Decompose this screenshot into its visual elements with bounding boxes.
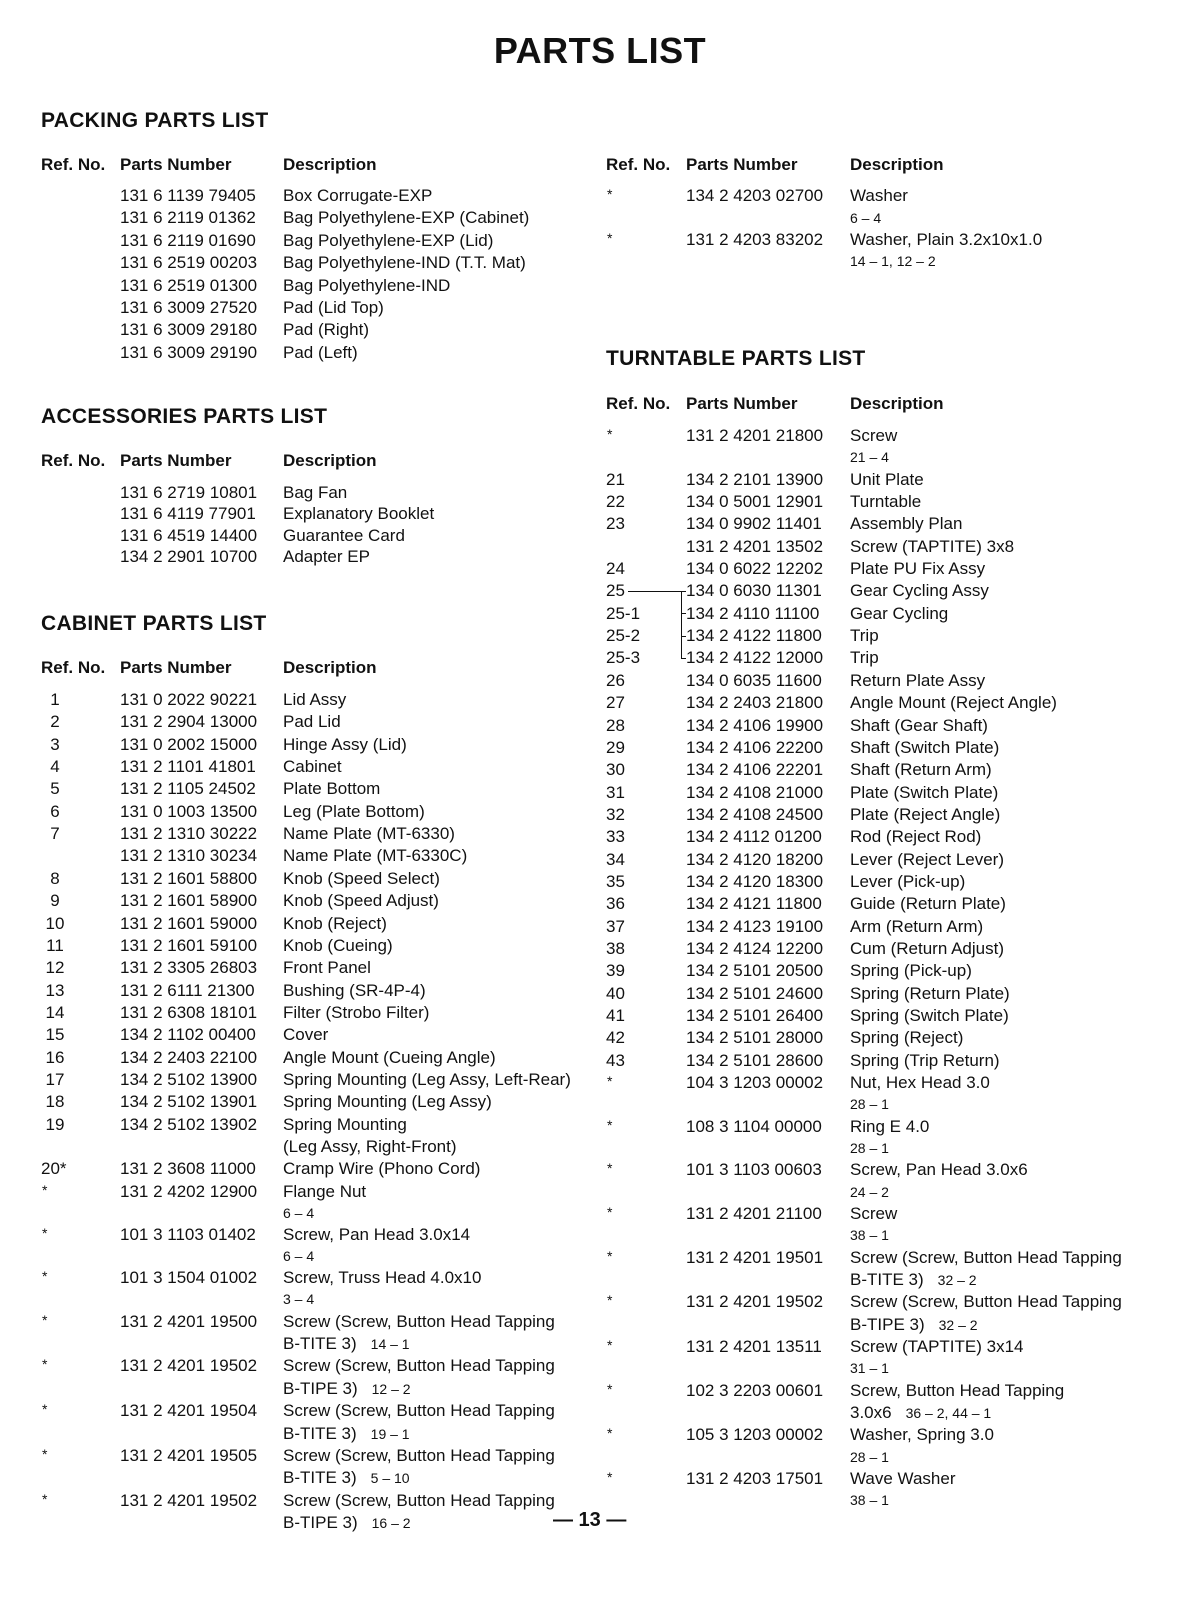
ref-number: * — [607, 1425, 613, 1442]
parts-number: 134 2 4106 19900 — [686, 715, 824, 735]
reference-location: 14 – 1 — [370, 1336, 410, 1353]
parts-number: 134 2 4106 22201 — [686, 760, 824, 780]
part-description: Front Panel — [283, 958, 371, 978]
parts-number: 131 2 4203 83202 — [686, 229, 824, 249]
ref-number: 25-2 — [606, 626, 641, 646]
part-description: Spring Mounting (Leg Assy) — [283, 1092, 492, 1112]
reference-location: 5 – 10 — [370, 1470, 410, 1487]
part-description: Assembly Plan — [850, 514, 963, 534]
parts-number: 134 2 4203 02700 — [686, 186, 824, 205]
parts-number: 131 6 2719 10801 — [120, 483, 258, 502]
ref-number: 35 — [606, 871, 625, 891]
parts-number: 131 2 1601 59100 — [120, 935, 258, 955]
ref-number: 11 — [46, 935, 64, 955]
ref-number: * — [42, 1268, 48, 1285]
ref-number: 13 — [45, 980, 65, 1000]
parts-number: 134 2 5101 24600 — [686, 983, 824, 1003]
ref-number: 14 — [45, 1002, 65, 1022]
parts-number: 134 0 9902 11401 — [686, 514, 822, 534]
part-description: Cover — [283, 1025, 329, 1045]
accessories-section-title: ACCESSORIES PARTS LIST — [41, 405, 328, 428]
part-description-continued: 3.0x6 36 – 2, 44 – 1 — [850, 1403, 992, 1423]
turntable-section-title: TURNTABLE PARTS LIST — [606, 347, 866, 370]
ref-number: 42 — [606, 1028, 625, 1048]
part-description: Washer, Spring 3.0 — [850, 1425, 994, 1445]
ref-number: 30 — [606, 760, 625, 780]
parts-number-header: Parts Number — [686, 394, 798, 413]
parts-number: 134 2 5102 13901 — [120, 1092, 258, 1112]
parts-number: 131 6 3009 29190 — [120, 342, 258, 362]
ref-number: 2 — [50, 712, 60, 732]
parts-number: 131 2 6308 18101 — [120, 1002, 258, 1022]
ref-number: 37 — [606, 916, 625, 936]
part-description: Knob (Speed Adjust) — [283, 891, 439, 911]
parts-number-header: Parts Number — [120, 451, 232, 470]
assembly-tree-branch — [681, 613, 686, 614]
part-description: Screw (Screw, Button Head Tapping — [850, 1247, 1122, 1267]
ref-number: * — [607, 1292, 613, 1309]
parts-number: 131 0 1003 13500 — [120, 801, 258, 821]
part-description: Cum (Return Adjust) — [850, 939, 1004, 958]
parts-number: 131 2 4201 21100 — [686, 1204, 822, 1224]
ref-number: * — [607, 186, 613, 202]
ref-no-header: Ref. No. — [41, 451, 106, 470]
parts-number: 134 2 2901 10700 — [120, 546, 258, 566]
parts-number: 131 2 4201 19502 — [120, 1356, 258, 1376]
ref-number: 24 — [606, 559, 625, 579]
description-header: Description — [850, 394, 944, 413]
ref-number: 34 — [606, 849, 625, 869]
part-description: Spring (Switch Plate) — [850, 1006, 1009, 1026]
part-description: Spring Mounting (Leg Assy, Left-Rear) — [283, 1069, 571, 1089]
ref-number: 12 — [45, 958, 65, 978]
part-description: Screw (Screw, Button Head Tapping — [283, 1311, 555, 1331]
ref-number: 40 — [606, 983, 625, 1003]
ref-number: 8 — [50, 868, 60, 888]
part-description: Hinge Assy (Lid) — [283, 734, 407, 754]
part-description: Spring (Trip Return) — [850, 1050, 1000, 1070]
part-description: Shaft (Switch Plate) — [850, 737, 1000, 757]
parts-number-header: Parts Number — [686, 155, 798, 174]
part-description-continued: B-TITE 3) 5 – 10 — [283, 1468, 410, 1488]
ref-number: * — [607, 229, 613, 246]
part-description: Screw (Screw, Button Head Tapping — [283, 1356, 555, 1376]
part-description: Plate Bottom — [283, 779, 381, 799]
reference-location: 3 – 4 — [283, 1291, 315, 1308]
part-description: Ring E 4.0 — [850, 1116, 930, 1136]
ref-number: 38 — [606, 939, 625, 958]
assembly-tree-connector — [681, 591, 682, 658]
parts-number: 134 2 5101 20500 — [686, 961, 824, 981]
parts-number: 131 2 3608 11000 — [120, 1159, 256, 1179]
part-description: Pad (Left) — [283, 342, 358, 362]
ref-number: 7 — [50, 824, 60, 844]
parts-number: 131 2 1310 30222 — [120, 824, 258, 844]
parts-number: 134 0 5001 12901 — [686, 492, 824, 511]
parts-number: 131 2 4201 19502 — [120, 1490, 258, 1510]
parts-number: 105 3 1203 00002 — [686, 1425, 824, 1445]
reference-location: 19 – 1 — [370, 1425, 410, 1442]
ref-no-header: Ref. No. — [41, 155, 106, 174]
part-description: Screw, Truss Head 4.0x10 — [283, 1268, 482, 1288]
parts-number: 101 3 1504 01002 — [120, 1268, 258, 1288]
ref-number: * — [42, 1181, 48, 1198]
page-number: — 13 — — [553, 1509, 627, 1531]
part-description: Filter (Strobo Filter) — [283, 1002, 430, 1022]
parts-number: 131 0 2022 90221 — [120, 690, 258, 709]
parts-number: 131 6 4119 77901 — [120, 504, 256, 524]
ref-no-header: Ref. No. — [606, 155, 671, 174]
ref-number: 5 — [50, 779, 60, 799]
ref-number: 41 — [606, 1006, 625, 1026]
ref-no-header: Ref. No. — [41, 658, 106, 677]
ref-number: 22 — [606, 492, 625, 511]
ref-number: * — [607, 1380, 613, 1397]
part-description: Plate (Switch Plate) — [850, 782, 999, 802]
cabinet-section-title: CABINET PARTS LIST — [41, 612, 267, 635]
parts-number: 131 2 4201 19501 — [686, 1247, 824, 1267]
part-description: Shaft (Return Arm) — [850, 760, 992, 780]
parts-number: 134 2 4120 18200 — [686, 849, 824, 869]
description-header: Description — [283, 155, 377, 174]
part-description-continued: B-TITE 3) 19 – 1 — [283, 1423, 410, 1443]
part-description: Cabinet — [283, 757, 342, 777]
parts-number: 131 6 4519 14400 — [120, 525, 258, 545]
parts-number: 131 6 3009 29180 — [120, 320, 258, 340]
ref-number: 33 — [606, 827, 625, 847]
part-description: Screw (Screw, Button Head Tapping — [283, 1490, 555, 1510]
parts-number: 131 2 4203 17501 — [686, 1469, 824, 1489]
part-description: Trip — [850, 626, 879, 646]
description-header: Description — [283, 451, 377, 470]
parts-number: 131 6 2119 01690 — [120, 230, 256, 250]
part-description: Name Plate (MT-6330C) — [283, 846, 468, 866]
ref-number: 28 — [606, 715, 625, 735]
reference-location: 12 – 2 — [371, 1380, 411, 1397]
part-description: Screw — [850, 1204, 898, 1224]
assembly-tree-branch — [681, 658, 686, 659]
parts-number: 102 3 2203 00601 — [686, 1380, 824, 1400]
parts-number: 134 0 6035 11600 — [686, 670, 822, 690]
parts-number: 131 6 2519 01300 — [120, 275, 258, 295]
reference-location: 28 – 1 — [850, 1140, 889, 1157]
part-description: Spring (Return Plate) — [850, 983, 1010, 1003]
ref-number: 19 — [45, 1114, 65, 1134]
part-description: Pad (Lid Top) — [283, 298, 384, 317]
ref-number: * — [42, 1311, 48, 1328]
ref-number: * — [42, 1401, 48, 1418]
parts-number: 131 2 1601 58800 — [120, 868, 258, 888]
reference-location: 6 – 4 — [283, 1204, 315, 1221]
packing-section-title: PACKING PARTS LIST — [41, 109, 269, 132]
parts-number: 131 2 1601 59000 — [120, 913, 258, 933]
parts-number: 131 2 6111 21300 — [120, 980, 255, 1000]
part-description: Knob (Speed Select) — [283, 868, 440, 888]
reference-location: 21 – 4 — [850, 449, 889, 466]
part-description: Spring (Reject) — [850, 1028, 964, 1048]
parts-number: 134 2 5101 28000 — [686, 1028, 824, 1048]
part-description: Gear Cycling — [850, 603, 949, 623]
parts-number: 131 2 4201 21800 — [686, 426, 824, 445]
ref-number: 43 — [606, 1050, 625, 1070]
ref-number: 16 — [45, 1047, 65, 1067]
part-description: Plate PU Fix Assy — [850, 559, 986, 579]
ref-number: * — [607, 1116, 613, 1133]
part-description: Plate (Reject Angle) — [850, 804, 1001, 824]
ref-number: 3 — [50, 734, 60, 754]
ref-number: 36 — [606, 894, 625, 914]
parts-number: 131 2 4201 19500 — [120, 1311, 258, 1331]
part-description: Lever (Reject Lever) — [850, 849, 1005, 869]
reference-location: 38 – 1 — [850, 1227, 889, 1244]
ref-number: 23 — [606, 514, 625, 534]
reference-location: 32 – 2 — [938, 1316, 978, 1333]
page-title: PARTS LIST — [493, 30, 707, 71]
part-description: Spring Mounting — [283, 1114, 407, 1134]
part-description: Angle Mount (Reject Angle) — [850, 693, 1057, 713]
part-description: Unit Plate — [850, 469, 924, 489]
ref-number: * — [607, 1469, 613, 1486]
part-description: Screw, Pan Head 3.0x6 — [850, 1160, 1028, 1180]
part-description: Arm (Return Arm) — [850, 916, 984, 936]
parts-number: 134 2 5102 13902 — [120, 1114, 258, 1134]
parts-number: 134 2 4108 24500 — [686, 804, 824, 824]
part-description: Screw (Screw, Button Head Tapping — [283, 1445, 555, 1465]
part-description-continued: B-TITE 3) 32 – 2 — [850, 1270, 977, 1290]
part-description: Lever (Pick-up) — [850, 871, 966, 891]
part-description-continued: (Leg Assy, Right-Front) — [283, 1137, 457, 1156]
part-description: Name Plate (MT-6330) — [283, 824, 455, 844]
part-description: Wave Washer — [850, 1469, 956, 1489]
ref-number: 25-3 — [606, 648, 641, 668]
ref-number: 25-1 — [606, 603, 641, 623]
ref-number: * — [42, 1356, 48, 1373]
parts-number: 131 2 1105 24502 — [120, 779, 256, 799]
part-description: Bag Polyethylene-IND (T.T. Mat) — [283, 253, 526, 273]
parts-number-header: Parts Number — [120, 658, 232, 677]
parts-number: 134 2 2403 21800 — [686, 693, 824, 713]
reference-location: 16 – 2 — [371, 1514, 411, 1531]
part-description: Turntable — [850, 492, 922, 511]
part-description: Washer — [850, 186, 908, 205]
parts-number: 131 2 1101 41801 — [120, 757, 256, 777]
part-description: Bag Polyethylene-EXP (Cabinet) — [283, 208, 530, 228]
part-description-continued: B-TIPE 3) 16 – 2 — [283, 1512, 411, 1532]
reference-location: 31 – 1 — [850, 1360, 889, 1377]
ref-number: 17 — [45, 1069, 65, 1089]
ref-number: * — [607, 1160, 613, 1177]
parts-number: 134 0 6022 12202 — [686, 559, 824, 579]
parts-number: 131 0 2002 15000 — [120, 734, 258, 754]
parts-number: 134 2 4124 12200 — [686, 939, 824, 958]
reference-location: 24 – 2 — [850, 1183, 889, 1200]
part-description: Bag Fan — [283, 483, 348, 502]
part-description: Screw (TAPTITE) 3x14 — [850, 1337, 1024, 1357]
parts-number: 104 3 1203 00002 — [686, 1073, 824, 1093]
description-header: Description — [850, 155, 944, 174]
part-description: Angle Mount (Cueing Angle) — [283, 1047, 496, 1067]
parts-number: 134 2 4110 11100 — [686, 603, 820, 623]
ref-number: * — [607, 1204, 613, 1221]
part-description: Screw (TAPTITE) 3x8 — [850, 536, 1015, 556]
parts-number: 131 2 4201 19504 — [120, 1401, 258, 1421]
part-description-continued: B-TIPE 3) 32 – 2 — [850, 1314, 978, 1334]
parts-number: 131 2 4201 19505 — [120, 1445, 258, 1465]
parts-number: 134 2 5101 28600 — [686, 1050, 824, 1070]
part-description: Screw (Screw, Button Head Tapping — [850, 1292, 1122, 1312]
part-description: Flange Nut — [283, 1181, 367, 1201]
part-description: Leg (Plate Bottom) — [283, 801, 425, 821]
part-description: Guide (Return Plate) — [850, 894, 1006, 914]
assembly-tree-branch — [681, 636, 686, 637]
parts-number: 134 2 4122 12000 — [686, 648, 824, 668]
ref-number: * — [607, 1337, 613, 1354]
ref-number: 18 — [45, 1092, 65, 1112]
part-description-continued: B-TIPE 3) 12 – 2 — [283, 1378, 411, 1398]
ref-number: 21 — [606, 469, 625, 489]
ref-number: * — [42, 1225, 48, 1242]
parts-number: 134 2 5101 26400 — [686, 1006, 824, 1026]
parts-number: 131 2 4201 13502 — [686, 536, 824, 556]
reference-location: 28 – 1 — [850, 1448, 889, 1465]
parts-number: 134 0 6030 11301 — [686, 581, 822, 601]
parts-number: 108 3 1104 00000 — [686, 1116, 822, 1136]
parts-number: 131 2 1310 30234 — [120, 846, 258, 866]
part-description: Gear Cycling Assy — [850, 581, 989, 601]
part-description: Screw, Button Head Tapping — [850, 1380, 1065, 1400]
parts-number: 134 2 4106 22200 — [686, 737, 824, 757]
parts-number: 101 3 1103 01402 — [120, 1225, 256, 1245]
ref-no-header: Ref. No. — [606, 394, 671, 413]
reference-location: 36 – 2, 44 – 1 — [905, 1405, 992, 1422]
reference-location: 38 – 1 — [850, 1492, 889, 1509]
reference-location: 6 – 4 — [850, 209, 882, 226]
part-description: Bag Polyethylene-IND — [283, 275, 451, 295]
ref-number: * — [607, 1247, 613, 1264]
ref-number: 39 — [606, 961, 625, 981]
ref-number: * — [607, 426, 613, 442]
ref-number: 9 — [50, 891, 60, 911]
part-description: Adapter EP — [283, 546, 370, 566]
reference-location: 28 – 1 — [850, 1096, 889, 1113]
part-description: Nut, Hex Head 3.0 — [850, 1073, 990, 1093]
part-description: Pad Lid — [283, 712, 341, 732]
ref-number: 1 — [50, 690, 60, 709]
ref-number: 25 — [606, 581, 625, 601]
part-description: Knob (Reject) — [283, 913, 387, 933]
part-description: Explanatory Booklet — [283, 504, 435, 524]
part-description: Lid Assy — [283, 690, 347, 709]
part-description: Pad (Right) — [283, 320, 369, 340]
parts-number: 134 2 4121 11800 — [686, 894, 822, 914]
parts-number: 134 2 5102 13900 — [120, 1069, 258, 1089]
part-description: Spring (Pick-up) — [850, 961, 972, 981]
part-description: Screw, Pan Head 3.0x14 — [283, 1225, 471, 1245]
parts-number: 134 2 2403 22100 — [120, 1047, 258, 1067]
parts-number: 131 2 4202 12900 — [120, 1181, 258, 1201]
ref-number: 27 — [606, 693, 625, 713]
ref-number: 32 — [606, 804, 625, 824]
reference-location: 14 – 1, 12 – 2 — [850, 253, 936, 270]
part-description: Shaft (Gear Shaft) — [850, 715, 988, 735]
ref-number: 10 — [45, 913, 65, 933]
parts-number: 134 2 4120 18300 — [686, 871, 824, 891]
part-description: Return Plate Assy — [850, 670, 986, 690]
ref-number: 4 — [50, 757, 60, 777]
parts-number: 134 2 1102 00400 — [120, 1025, 256, 1045]
parts-number: 131 2 4201 19502 — [686, 1292, 824, 1312]
assembly-tree-branch — [628, 591, 686, 592]
ref-number: 6 — [50, 801, 60, 821]
part-description: Screw (Screw, Button Head Tapping — [283, 1401, 555, 1421]
ref-number: 31 — [606, 782, 625, 802]
parts-number: 134 2 2101 13900 — [686, 469, 824, 489]
parts-number: 131 2 4201 13511 — [686, 1337, 822, 1357]
part-description: Box Corrugate-EXP — [283, 186, 433, 205]
part-description: Knob (Cueing) — [283, 935, 393, 955]
parts-number: 131 2 3305 26803 — [120, 958, 258, 978]
parts-number: 131 2 1601 58900 — [120, 891, 258, 911]
parts-number-header: Parts Number — [120, 155, 232, 174]
part-description: Rod (Reject Rod) — [850, 827, 982, 847]
ref-number: * — [42, 1445, 48, 1462]
ref-number: 29 — [606, 737, 625, 757]
part-description: Trip — [850, 648, 879, 668]
ref-number: 26 — [606, 670, 625, 690]
part-description-continued: B-TITE 3) 14 – 1 — [283, 1334, 410, 1354]
parts-number: 134 2 4112 01200 — [686, 827, 822, 847]
reference-location: 6 – 4 — [283, 1248, 315, 1265]
part-description: Bag Polyethylene-EXP (Lid) — [283, 230, 494, 250]
parts-number: 134 2 4122 11800 — [686, 626, 822, 646]
part-description: Guarantee Card — [283, 525, 405, 545]
reference-location: 32 – 2 — [937, 1272, 977, 1289]
part-description: Washer, Plain 3.2x10x1.0 — [850, 229, 1043, 249]
description-header: Description — [283, 658, 377, 677]
parts-number: 131 2 2904 13000 — [120, 712, 258, 732]
part-description: Bushing (SR-4P-4) — [283, 980, 426, 1000]
parts-number: 134 2 4108 21000 — [686, 782, 824, 802]
ref-number: 15 — [45, 1025, 65, 1045]
ref-number: 20* — [41, 1159, 67, 1179]
parts-number: 101 3 1103 00603 — [686, 1160, 822, 1180]
parts-number: 131 6 1139 79405 — [120, 186, 256, 205]
parts-number: 131 6 2119 01362 — [120, 208, 256, 228]
parts-number: 131 6 3009 27520 — [120, 298, 258, 317]
parts-number: 134 2 4123 19100 — [686, 916, 824, 936]
part-description: Cramp Wire (Phono Cord) — [283, 1159, 481, 1179]
part-description: Screw — [850, 426, 898, 445]
ref-number: * — [42, 1490, 48, 1507]
ref-number: * — [607, 1073, 613, 1090]
parts-number: 131 6 2519 00203 — [120, 253, 258, 273]
